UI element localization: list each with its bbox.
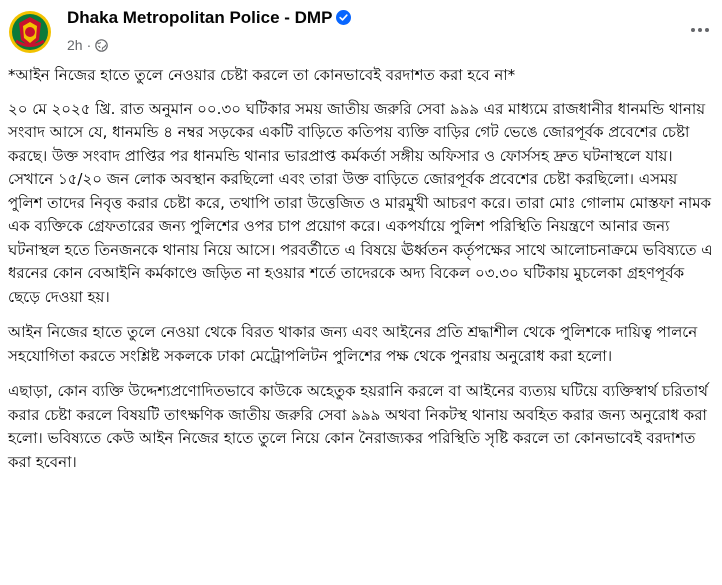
post-paragraph: এছাড়া, কোন ব্যক্তি উদ্দেশ্যপ্রণোদিতভাবে কাউকে অহেতুক হয়রানি করলে বা আইনের ব্যত্যয় ঘটিয়ে ব্যক্তিস্বার্থ চরিতার্থ করার চেষ্টা করলে বিষয়টি তাৎক্ষণিক জাতীয় জরুরি সেবা ৯৯৯ অথবা নিকটস্থ থানায় অবহিত করার জন্য অনুরোধ করা হলো। ভবিষ্যতে কেউ আইন নিজের হাতে তুলে নিয়ে কোন নৈরাজ্যকর পরিস্থিতি সৃষ্টি করলে তা কোনভাবেই বরদাশত করা হবেনা।	[8, 382, 708, 471]
post-header	[0, 0, 722, 62]
post-paragraph: আইন নিজের হাতে তুলে নেওয়া থেকে বিরত থাকার জন্য এবং আইনের প্রতি শ্রদ্ধাশীল থেকে পুলিশকে দায়িত্ব পালনে সহযোগিতা করতে সংশ্লিষ্ট সকলকে ঢাকা মেট্রোপলিটন পুলিশের পক্ষ থেকে পুনরায় অনুরোধ করা হলো।	[8, 323, 698, 365]
more-options-button[interactable]	[682, 12, 718, 48]
meta-separator: ·	[86, 37, 92, 53]
globe-icon[interactable]	[95, 39, 108, 52]
post-paragraph: ২০ মে ২০২৫ খ্রি. রাত অনুমান ০০.৩০ ঘটিকার সময় জাতীয় জরুরি সেবা ৯৯৯ এর মাধ্যমে রাজধানীর ধানমন্ডি থানায় সংবাদ আসে যে, ধানমন্ডি ৪ নম্বর সড়কের একটি বাড়িতে কতিপয় ব্যক্তি বাড়ির গেট ভেঙে জোরপূর্বক প্রবেশের চেষ্টা করছে। উক্ত সংবাদ প্রাপ্তির পর ধানমন্ডি থানার ভারপ্রাপ্ত কর্মকর্তা সঙ্গীয় অফিসার ও ফোর্সসহ দ্রুত ঘটনাস্থলে যায়। সেখানে ১৫/২০ জন লোক অবস্থান করছিলো এবং তারা উক্ত বাড়িতে জোরপূর্বক প্রবেশের চেষ্টা করছিলো। এসময় পুলিশ তাদের নিবৃত্ত করার চেষ্টা করে, তথাপি তারা উত্তেজিত ও মারমুখী আচরণ করে। তারা মোঃ গোলাম মোস্তফা নামক এক ব্যক্তিকে গ্রেফতারের জন্য পুলিশের ওপর চাপ প্রয়োগ করে। একপর্যায়ে পুলিশ পরিস্থিতি নিয়ন্ত্রণে আনার জন্য ঘটনাস্থল হতে তিনজনকে থানায় নিয়ে আসে। পরবর্তীতে এ বিষয়ে ঊর্ধ্বতন কর্তৃপক্ষের সাথে আলোচনাক্রমে ভবিষ্যতে এ ধরনের কোন বেআইনি কর্মকাণ্ডে জড়িত না হওয়ার শর্তে তাদেরকে অদ্য বিকেল ০৩.৩০ ঘটিকায় মুচলেকা গ্রহণপূর্বক ছেড়ে দেওয়া হয়।	[8, 99, 713, 306]
post-body	[8, 64, 716, 486]
page-name-link[interactable]	[67, 8, 351, 28]
post-timestamp[interactable]: 2h	[67, 37, 83, 53]
more-options-icon	[691, 28, 695, 32]
post-meta	[67, 37, 108, 53]
verified-badge-icon	[336, 10, 351, 25]
dmp-logo-icon[interactable]	[8, 10, 52, 54]
page-name[interactable]: Dhaka Metropolitan Police - DMP	[67, 8, 333, 27]
post-headline: *আইন নিজের হাতে তুলে নেওয়ার চেষ্টা করলে তা কোনভাবেই বরদাশত করা হবে না*	[8, 66, 516, 84]
